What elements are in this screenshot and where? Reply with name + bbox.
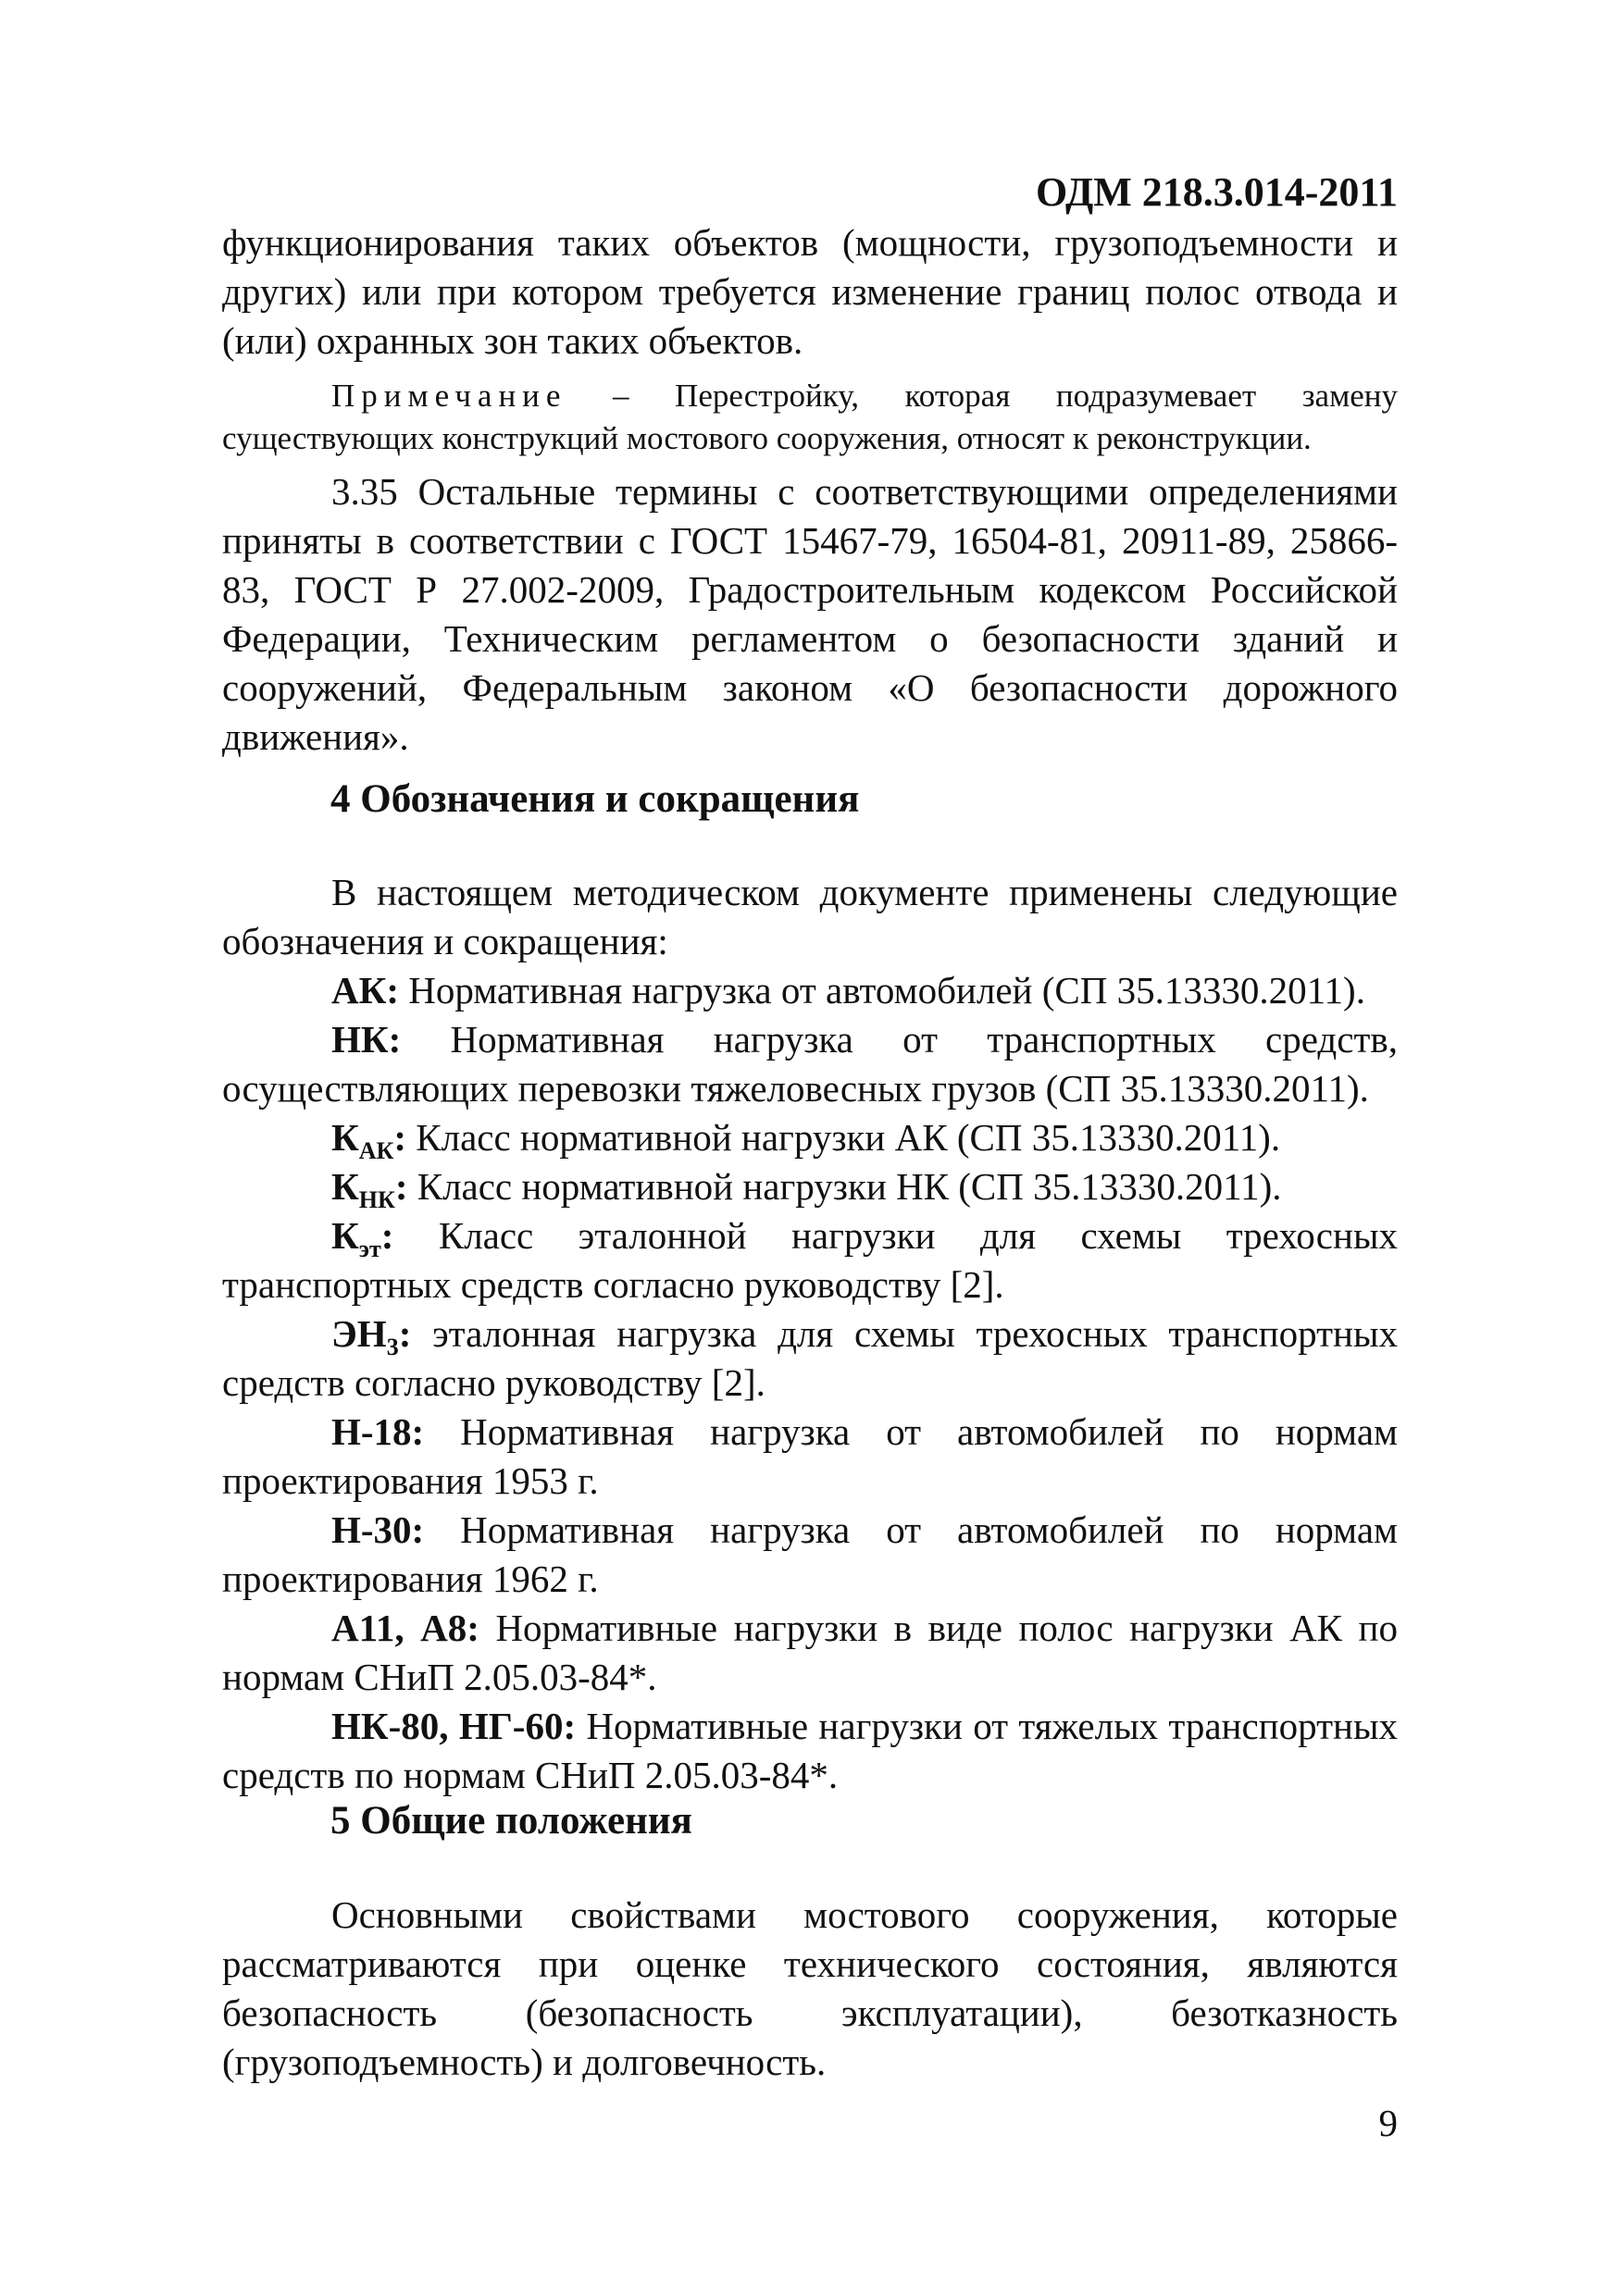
term-k-nk-colon: : xyxy=(394,1165,408,1208)
term-en3-colon: : xyxy=(398,1312,412,1355)
term-k-nk-base: К xyxy=(331,1165,359,1208)
abbreviation-nk xyxy=(222,1015,1398,1113)
abbreviation-k-et xyxy=(222,1211,1398,1309)
definition-k-ak: Класс нормативной нагрузки АК (СП 35.13330.2011). xyxy=(406,1116,1281,1159)
note-paragraph xyxy=(222,375,1398,460)
term-k-et-colon: : xyxy=(380,1214,394,1257)
definition-k-nk: Класс нормативной нагрузки НК (СП 35.13330.2011). xyxy=(407,1165,1282,1208)
abbreviation-k-ak xyxy=(222,1113,1398,1162)
abbreviation-ak xyxy=(222,966,1398,1015)
abbreviation-n18 xyxy=(222,1408,1398,1506)
term-k-et xyxy=(331,1214,394,1262)
term-n30: Н-30: xyxy=(331,1508,425,1551)
section-5-paragraph: Основными свойствами мостового сооружения, которые рассматриваются при оценке технического состояния, являются безопасность (безопасность эксплуатации), безотказность (грузоподъемность) и долговечность. xyxy=(222,1893,1398,2083)
term-k-ak-colon: : xyxy=(393,1116,407,1159)
definition-a11-a8: Нормативные нагрузки в виде полос нагрузки АК по нормам СНиП 2.05.03-84*. xyxy=(222,1607,1399,1698)
term-nk: НК: xyxy=(331,1018,402,1061)
document-code: ОДМ 218.3.014-2011 xyxy=(1035,169,1398,215)
definition-ak: Нормативная нагрузка от автомобилей (СП 35.13330.2011). xyxy=(399,969,1365,1011)
note-text: – Перестройку, которая подразумевает замену существующих конструкций мостового сооружения, относят к реконструкции. xyxy=(222,378,1398,456)
abbreviation-a11-a8 xyxy=(222,1604,1398,1702)
term-k-nk xyxy=(331,1165,408,1213)
definition-n30: Нормативная нагрузка от автомобилей по нормам проектирования 1962 г. xyxy=(222,1508,1398,1600)
page-number: 9 xyxy=(1378,2102,1398,2144)
definition-n18: Нормативная нагрузка от автомобилей по нормам проектирования 1953 г. xyxy=(222,1410,1398,1502)
section-5-heading: 5 Общие положения xyxy=(330,1799,692,1843)
definition-nk: Нормативная нагрузка от транспортных средств, осуществляющих перевозки тяжеловесных грузов (СП 35.13330.2011). xyxy=(222,1018,1398,1110)
term-n18: Н-18: xyxy=(331,1410,425,1453)
term-nk80-ng60: НК-80, НГ-60: xyxy=(331,1705,577,1747)
term-k-ak-base: К xyxy=(331,1116,359,1159)
term-ak: АК: xyxy=(331,969,399,1011)
section-5-body xyxy=(222,1891,1398,2087)
section-4-body xyxy=(222,868,1398,1800)
section-4-intro: В настоящем методическом документе применены следующие обозначения и сокращения: xyxy=(222,871,1398,962)
term-en3 xyxy=(331,1312,412,1360)
term-k-nk-subscript: НК xyxy=(358,1186,395,1213)
section-3-continuation xyxy=(222,218,1398,762)
continuation-paragraph: функционирования таких объектов (мощности, грузоподъемности и других) или при котором требуется изменение границ полос отвода и (или) охранных зон таких объектов. xyxy=(222,221,1398,362)
note-label: Примечание xyxy=(331,378,567,414)
definition-en3: эталонная нагрузка для схемы трехосных транспортных средств согласно руководству [2]. xyxy=(222,1312,1398,1404)
abbreviation-en3 xyxy=(222,1309,1398,1408)
term-k-ak-subscript: АК xyxy=(358,1137,394,1164)
term-k-ak xyxy=(331,1116,407,1164)
term-en3-subscript: 3 xyxy=(386,1334,399,1360)
definition-k-et: Класс эталонной нагрузки для схемы трехосных транспортных средств согласно руководству [2]. xyxy=(222,1214,1398,1306)
term-a11-a8: А11, А8: xyxy=(331,1607,479,1649)
definition-nk80-ng60: Нормативные нагрузки от тяжелых транспортных средств по нормам СНиП 2.05.03-84*. xyxy=(222,1705,1398,1796)
paragraph-3-35: 3.35 Остальные термины с соответствующими определениями приняты в соответствии с ГОСТ 15467-79, 16504-81, 20911-89, 25866-83, ГОСТ Р 27.002-2009, Градостроительным кодексом Российской Федерации, Техническим регламентом о безопасности зданий и сооружений, Федеральным законом «О безопасности дорожного движения». xyxy=(222,470,1398,758)
section-4-heading: 4 Обозначения и сокращения xyxy=(330,777,860,821)
term-en3-base: ЭН xyxy=(331,1312,387,1355)
abbreviation-k-nk xyxy=(222,1162,1398,1211)
abbreviation-nk80-ng60 xyxy=(222,1702,1398,1800)
abbreviation-n30 xyxy=(222,1506,1398,1604)
term-k-et-base: К xyxy=(331,1214,359,1257)
term-k-et-subscript: эт xyxy=(358,1235,381,1262)
